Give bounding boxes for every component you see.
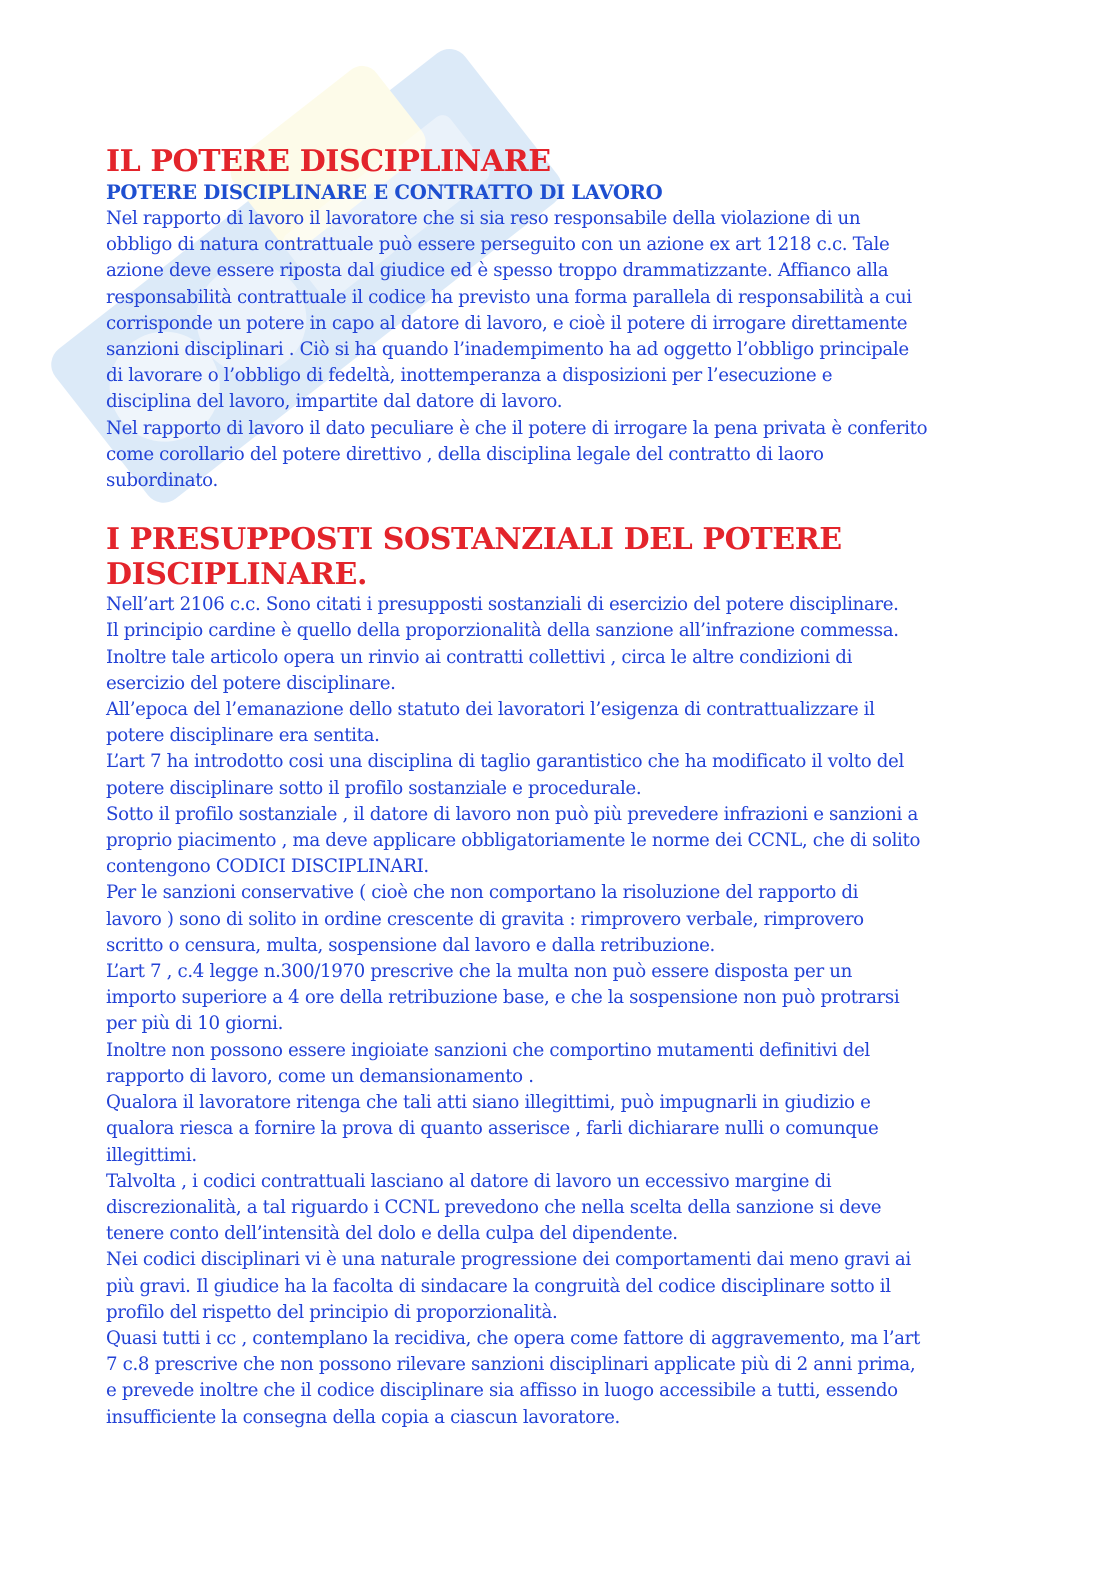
text-line: per più di 10 giorni. xyxy=(106,1013,284,1035)
section1-paragraph xyxy=(106,206,1026,494)
text-line: rapporto di lavoro, come un demansionamento . xyxy=(106,1065,534,1087)
text-line: illegittimi. xyxy=(106,1144,197,1166)
text-line: Sotto il profilo sostanziale , il datore di lavoro non può più prevedere infrazioni e sanzioni a xyxy=(106,803,918,825)
text-line: Quasi tutti i cc , contemplano la recidiva, che opera come fattore di aggravemento, ma l’art xyxy=(106,1327,920,1349)
text-line: Per le sanzioni conservative ( cioè che non comportano la risoluzione del rapporto di xyxy=(106,882,859,904)
text-line: Nell’art 2106 c.c. Sono citati i presupposti sostanziali di esercizio del potere disciplinare. xyxy=(106,594,899,616)
text-line: e prevede inoltre che il codice disciplinare sia affisso in luogo accessibile a tutti, essendo xyxy=(106,1380,898,1402)
text-line: L’art 7 , c.4 legge n.300/1970 prescrive che la multa non può essere disposta per un xyxy=(106,961,852,983)
text-line: potere disciplinare era sentita. xyxy=(106,725,380,747)
text-line: responsabilità contrattuale il codice ha previsto una forma parallela di responsabilità a cui xyxy=(106,286,912,308)
text-line: tenere conto dell’intensità del dolo e della culpa del dipendente. xyxy=(106,1223,678,1245)
text-line: All’epoca del l’emanazione dello statuto dei lavoratori l’esigenza di contrattualizzare il xyxy=(106,699,875,721)
text-line: L’art 7 ha introdotto cosi una disciplina di taglio garantistico che ha modificato il volto del xyxy=(106,751,904,773)
text-line: corrisponde un potere in capo al datore di lavoro, e cioè il potere di irrogare direttamente xyxy=(106,312,908,334)
text-line: di lavorare o l’obbligo di fedeltà, inottemperanza a disposizioni per l’esecuzione e xyxy=(106,365,833,387)
text-line: Inoltre non possono essere ingioiate sanzioni che comportino mutamenti definitivi del xyxy=(106,1039,870,1061)
text-line: disciplina del lavoro, impartite dal datore di lavoro. xyxy=(106,391,563,413)
section2-title-line1: I PRESUPPOSTI SOSTANZIALI DEL POTERE xyxy=(106,522,842,558)
text-line: Qualora il lavoratore ritenga che tali atti siano illegittimi, può impugnarli in giudizio e xyxy=(106,1092,871,1114)
document-body xyxy=(106,145,1026,1431)
text-line: Inoltre tale articolo opera un rinvio ai contratti collettivi , circa le altre condizioni di xyxy=(106,646,853,668)
text-line: insufficiente la consegna della copia a ciascun lavoratore. xyxy=(106,1406,620,1428)
section2-title xyxy=(106,522,1026,592)
text-line: Talvolta , i codici contrattuali lasciano al datore di lavoro un eccessivo margine di xyxy=(106,1170,832,1192)
text-line: esercizio del potere disciplinare. xyxy=(106,672,396,694)
text-line: lavoro ) sono di solito in ordine crescente di gravita : rimprovero verbale, rimprovero xyxy=(106,908,864,930)
text-line: subordinato. xyxy=(106,470,218,492)
section2-paragraph xyxy=(106,592,1026,1431)
section1-title: IL POTERE DISCIPLINARE xyxy=(106,144,551,179)
text-line: Il principio cardine è quello della proporzionalità della sanzione all’infrazione commessa. xyxy=(106,620,899,642)
text-line: Nel rapporto di lavoro il dato peculiare è che il potere di irrogare la pena privata è conferito xyxy=(106,417,928,439)
text-line: qualora riesca a fornire la prova di quanto asserisce , farli dichiarare nulli o comunque xyxy=(106,1118,879,1140)
text-line: potere disciplinare sotto il profilo sostanziale e procedurale. xyxy=(106,777,642,799)
text-line: importo superiore a 4 ore della retribuzione base, e che la sospensione non può protrarsi xyxy=(106,987,900,1009)
text-line: come corollario del potere direttivo , della disciplina legale del contratto di laoro xyxy=(106,443,824,465)
text-line: discrezionalità, a tal riguardo i CCNL prevedono che nella scelta della sanzione si deve xyxy=(106,1196,882,1218)
text-line: contengono CODICI DISCIPLINARI. xyxy=(106,856,429,878)
text-line: sanzioni disciplinari . Ciò si ha quando l’inadempimento ha ad oggetto l’obbligo principale xyxy=(106,339,909,361)
text-line: profilo del rispetto del principio di proporzionalità. xyxy=(106,1301,558,1323)
text-line: Nei codici disciplinari vi è una naturale progressione dei comportamenti dai meno gravi ai xyxy=(106,1249,911,1271)
text-line: obbligo di natura contrattuale può essere perseguito con un azione ex art 1218 c.c. Tale xyxy=(106,234,890,256)
text-line: 7 c.8 prescrive che non possono rilevare sanzioni disciplinari applicate più di 2 anni prima, xyxy=(106,1354,916,1376)
text-line: Nel rapporto di lavoro il lavoratore che si sia reso responsabile della violazione di un xyxy=(106,208,861,229)
text-line: proprio piacimento , ma deve applicare obbligatoriamente le norme dei CCNL, che di solito xyxy=(106,830,921,852)
text-line: azione deve essere riposta dal giudice ed è spesso troppo drammatizzante. Affianco alla xyxy=(106,260,889,282)
text-line: scritto o censura, multa, sospensione dal lavoro e dalla retribuzione. xyxy=(106,934,715,956)
section2-title-line2: DISCIPLINARE. xyxy=(106,557,368,593)
text-line: più gravi. Il giudice ha la facolta di sindacare la congruità del codice disciplinare sotto il xyxy=(106,1275,891,1297)
section1-subtitle: POTERE DISCIPLINARE E CONTRATTO DI LAVORO xyxy=(106,181,663,204)
